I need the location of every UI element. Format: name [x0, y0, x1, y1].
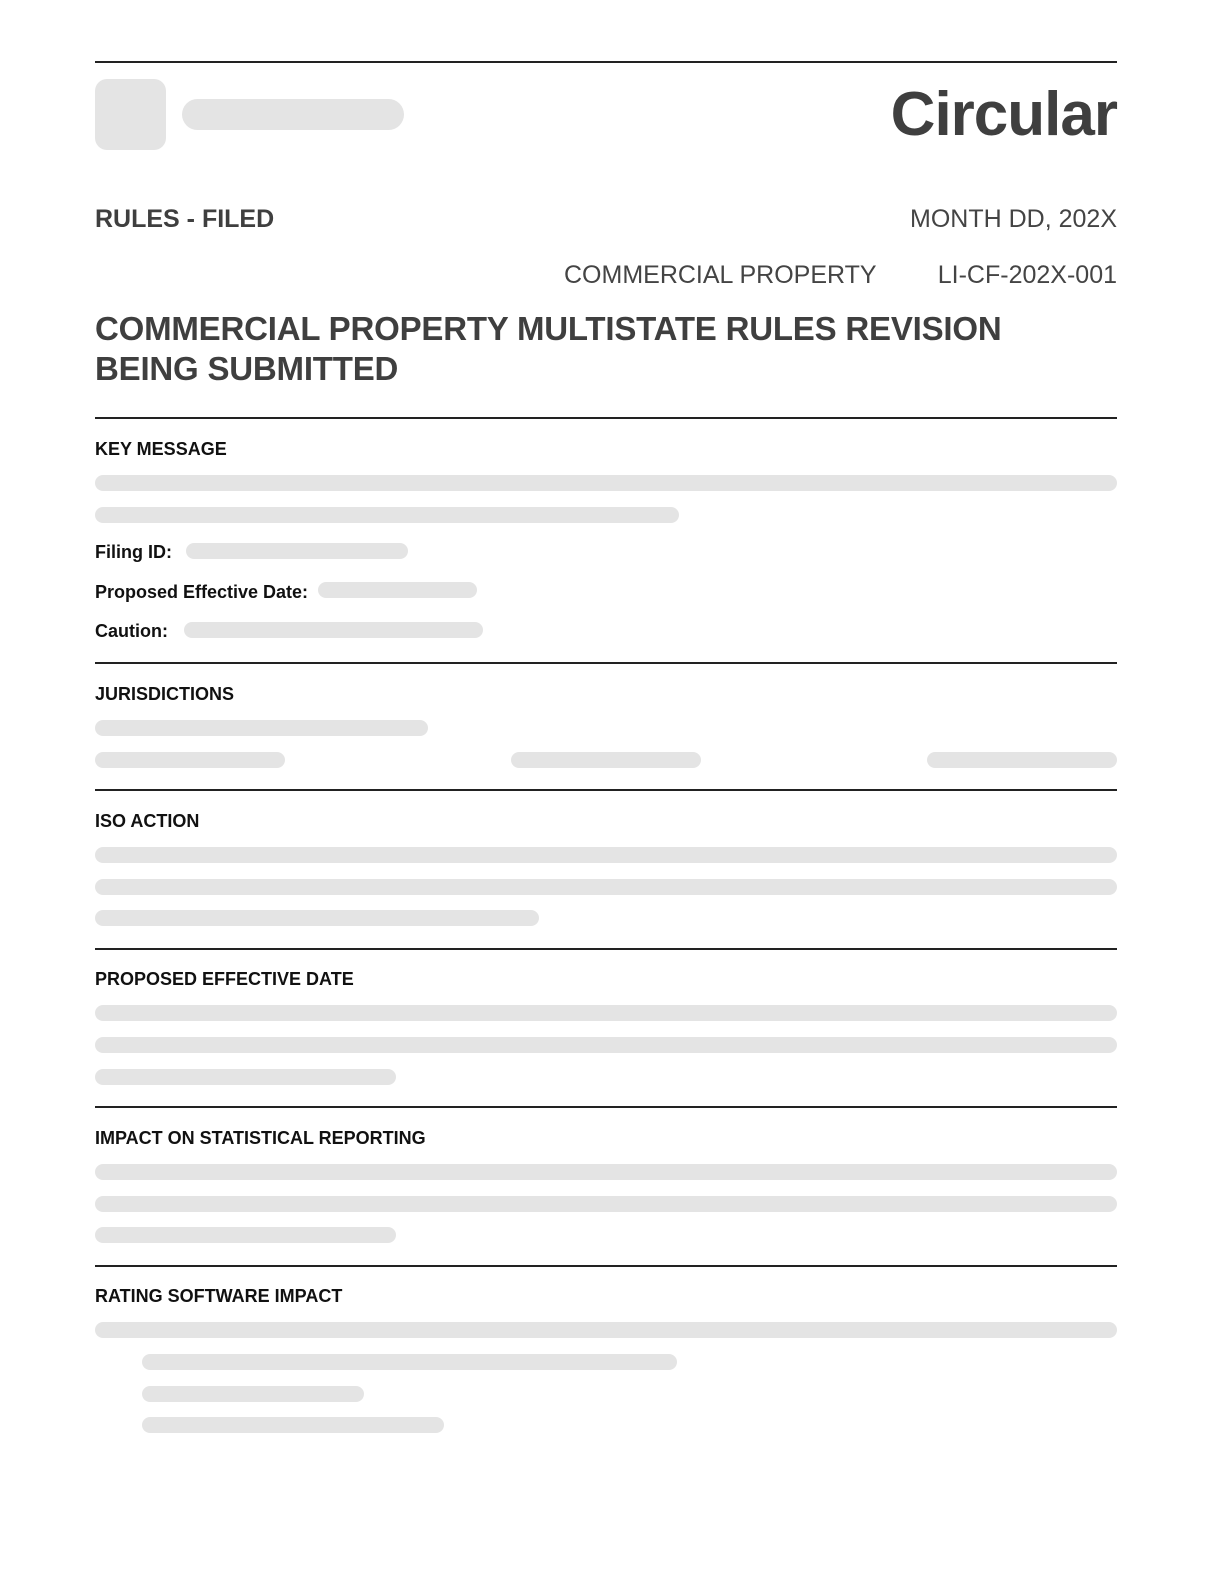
- text-placeholder: [95, 1322, 1117, 1338]
- circular-page: [95, 0, 1117, 1584]
- section-divider: [95, 662, 1117, 664]
- text-placeholder: [95, 910, 539, 926]
- circular-title: Circular: [890, 80, 1117, 149]
- logo-text-placeholder: [182, 99, 404, 130]
- filing-id-label: Filing ID:: [95, 542, 172, 562]
- text-placeholder: [95, 1196, 1117, 1212]
- text-placeholder: [95, 1164, 1117, 1180]
- proposed-effective-date-value-placeholder: [318, 582, 477, 598]
- section-divider: [95, 417, 1117, 419]
- document-title: COMMERCIAL PROPERTY MULTISTATE RULES REVISION BEING SUBMITTED: [95, 310, 1002, 387]
- text-placeholder: [95, 879, 1117, 895]
- caution-label: Caution:: [95, 621, 168, 641]
- top-divider: [95, 61, 1117, 63]
- list-item-placeholder: [142, 1417, 444, 1433]
- section-divider: [95, 1265, 1117, 1267]
- section-divider: [95, 789, 1117, 791]
- text-placeholder: [95, 1227, 396, 1243]
- section-heading-key-message: KEY MESSAGE: [95, 439, 227, 459]
- logo-placeholder-icon: [95, 79, 166, 150]
- text-placeholder: [95, 847, 1117, 863]
- text-placeholder: [95, 475, 1117, 491]
- section-divider: [95, 1106, 1117, 1108]
- jurisdiction-placeholder: [95, 752, 285, 768]
- caution-value-placeholder: [184, 622, 483, 638]
- jurisdiction-placeholder: [511, 752, 701, 768]
- filing-id-value-placeholder: [186, 543, 408, 559]
- section-divider: [95, 948, 1117, 950]
- list-item-placeholder: [142, 1386, 364, 1402]
- section-heading-jurisdictions: JURISDICTIONS: [95, 684, 235, 704]
- section-heading-rating-software-impact: RATING SOFTWARE IMPACT: [95, 1286, 343, 1306]
- text-placeholder: [95, 507, 679, 523]
- circular-type: RULES - FILED: [95, 205, 275, 233]
- text-placeholder: [95, 1069, 396, 1085]
- jurisdiction-placeholder: [927, 752, 1117, 768]
- circular-date: MONTH DD, 202X: [910, 205, 1117, 233]
- text-placeholder: [95, 720, 428, 736]
- section-heading-iso-action: ISO ACTION: [95, 811, 200, 831]
- section-heading-proposed-effective-date: PROPOSED EFFECTIVE DATE: [95, 969, 354, 989]
- section-heading-impact-on-statistical-reporting: IMPACT ON STATISTICAL REPORTING: [95, 1128, 426, 1148]
- text-placeholder: [95, 1037, 1117, 1053]
- proposed-effective-date-label: Proposed Effective Date:: [95, 582, 309, 602]
- circular-number: LI-CF-202X-001: [937, 261, 1117, 289]
- list-item-placeholder: [142, 1354, 677, 1370]
- line-of-business: COMMERCIAL PROPERTY: [564, 261, 877, 289]
- text-placeholder: [95, 1005, 1117, 1021]
